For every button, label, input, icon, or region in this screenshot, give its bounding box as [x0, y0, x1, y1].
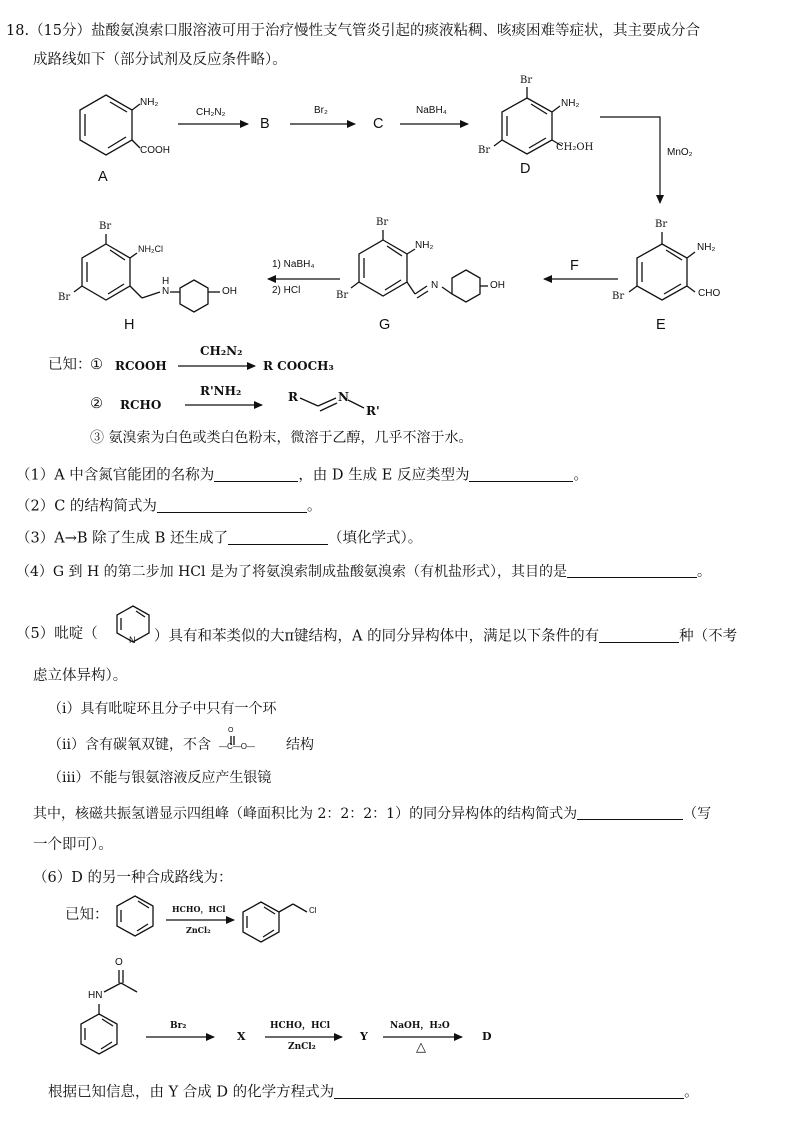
q5-ester-fragment: —C—O—	[219, 742, 255, 751]
compound-a-structure	[80, 95, 140, 155]
q4-answer-blank[interactable]	[567, 563, 697, 578]
compound-a-nh2: NH₂	[140, 97, 159, 108]
reagent-a-to-b: CH₂N₂	[196, 107, 226, 118]
known-1-right: R COOCH₃	[263, 359, 334, 373]
known-2-n: N	[338, 390, 349, 404]
label-e: E	[656, 317, 666, 333]
compound-h-oh: OH	[222, 286, 237, 297]
reagent-c-to-d: NaBH₄	[416, 105, 447, 116]
compound-d-structure	[494, 87, 562, 154]
compound-h-br-top: Br	[99, 221, 112, 232]
compound-d-ch2oh: CH₂OH	[556, 142, 594, 153]
q1-answer-blank-2[interactable]	[469, 466, 573, 482]
reagent-g-to-h-step1: 1) NaBH₄	[272, 259, 315, 270]
q6-x: X	[237, 1030, 246, 1043]
q1-text-a: （1）A 中含氮官能团的名称为	[16, 467, 215, 484]
q6-step2-reagent-top: HCHO，HCl	[270, 1021, 331, 1031]
compound-h-nh2cl: NH₂Cl	[138, 244, 163, 254]
q5-text-a: （5）吡啶（	[16, 626, 98, 642]
q5-condition-i: （i）具有吡啶环且分子中只有一个环	[48, 701, 277, 717]
compound-g-oh: OH	[490, 280, 505, 291]
q6-final-text: 根据已知信息，由 Y 合成 D 的化学方程式为	[48, 1084, 335, 1101]
label-a: A	[98, 169, 108, 185]
question-intro-line2: 成路线如下（部分试剂及反应条件略）。	[33, 52, 287, 68]
compound-d-br-left: Br	[478, 145, 491, 156]
q6-known-reagent-top: HCHO，HCl	[172, 904, 226, 914]
label-g: G	[379, 317, 391, 333]
label-h: H	[124, 317, 135, 333]
q6-y: Y	[360, 1030, 368, 1043]
q6-known-prefix: 已知：	[65, 907, 109, 923]
q2-text-a: （2）C 的结构简式为	[16, 498, 157, 515]
q5-nmr-line2: 一个即可）。	[33, 837, 113, 853]
compound-d-br-top: Br	[520, 75, 533, 86]
known-2-num: ②	[90, 396, 103, 412]
q2-answer-blank[interactable]	[157, 497, 307, 513]
known-prefix: 已知：	[48, 357, 92, 373]
q2-text-b: 。	[306, 498, 322, 515]
compound-e-structure	[629, 232, 695, 300]
compound-e-nh2: NH₂	[697, 242, 716, 253]
compound-h-n: N	[162, 286, 170, 297]
compound-g-br-top: Br	[376, 217, 389, 228]
q6-final-end: 。	[684, 1084, 699, 1101]
known-3: ③ 氨溴索为白色或类白色粉末，微溶于乙醇，几乎不溶于水。	[90, 430, 473, 446]
q6-d: D	[482, 1030, 492, 1043]
q6-step1-reagent: Br₂	[170, 1021, 187, 1031]
compound-a-cooh: COOH	[140, 145, 170, 156]
q5-line2: 虑立体异构）。	[33, 668, 128, 684]
q5-condition-iii: （iii）不能与银氨溶液反应产生银镜	[48, 770, 272, 786]
q5-answer-blank-structure[interactable]	[577, 805, 683, 820]
acetanilide-hn: HN	[88, 990, 103, 1001]
compound-g-n: N	[431, 280, 439, 291]
q1-text-b: ，由 D 生成 E 反应类型为	[298, 467, 470, 484]
q5-pyridine-n: N	[129, 635, 136, 645]
compound-g-nh2: NH₂	[415, 240, 434, 251]
q5-text-c: 种（不考	[679, 628, 738, 645]
q5-nmr-text-b: （写	[683, 806, 712, 822]
benzene-structure	[117, 896, 153, 936]
q6-step3-reagent-top: NaOH，H₂O	[390, 1021, 450, 1031]
q4-text-a: （4）G 到 H 的第二步加 HCl 是为了将氨溴索制成盐酸氨溴索（有机盐形式），其目的是	[16, 564, 567, 580]
q6-answer-blank-equation[interactable]	[334, 1083, 684, 1099]
q5-text-b: ）具有和苯类似的大π键结构，A 的同分异构体中，满足以下条件的有	[154, 628, 600, 645]
reagent-b-to-c: Br₂	[314, 105, 328, 116]
known-1-num: ①	[90, 357, 103, 373]
compound-h-h: H	[162, 276, 170, 287]
question-intro-line1: （15分）盐酸氨溴索口服溶液可用于治疗慢性支气管炎引起的痰液粘稠、咳痰困难等症状，其主要成分合	[29, 23, 701, 39]
known-1-reagent: CH₂N₂	[200, 344, 243, 358]
compound-e-br-top: Br	[655, 219, 668, 230]
benzyl-chloride-structure	[243, 902, 307, 942]
compound-e-cho: CHO	[698, 288, 721, 299]
known-2-left: RCHO	[120, 398, 162, 412]
compound-e-br-left: Br	[612, 291, 625, 302]
compound-h-br-left: Br	[58, 292, 71, 303]
q6-step2-reagent-bottom: ZnCl₂	[288, 1042, 316, 1052]
q1-answer-blank-1[interactable]	[214, 466, 298, 482]
compound-d-nh2: NH₂	[561, 98, 580, 109]
acetanilide-o: O	[115, 957, 123, 968]
q3-text-a: （3）A→B 除了生成 B 还生成了	[16, 530, 228, 547]
label-b: B	[260, 116, 270, 132]
known-2-rprime: R'	[366, 404, 380, 418]
acetanilide-structure	[81, 970, 137, 1054]
q6-title: （6）D 的另一种合成路线为：	[33, 870, 233, 886]
q3-text-b: （填化学式）。	[327, 530, 423, 547]
compound-g-br-left: Br	[336, 290, 349, 301]
q5-ester-o: O	[228, 727, 234, 734]
question-number: 18.	[6, 23, 30, 39]
imine-structure	[300, 398, 364, 411]
known-1-left: RCOOH	[115, 359, 167, 373]
q1-text-c: 。	[573, 467, 588, 484]
reagent-d-to-e: MnO₂	[667, 147, 693, 158]
label-d: D	[520, 161, 531, 177]
benzyl-chloride-cl: Cl	[309, 906, 317, 915]
label-f: F	[570, 258, 579, 274]
q5-condition-ii: （ii）含有碳氧双键，不含	[48, 737, 211, 753]
label-c: C	[373, 116, 384, 132]
reagent-g-to-h-step2: 2) HCl	[272, 285, 301, 296]
known-2-reagent: R'NH₂	[200, 384, 242, 398]
q6-step3-reagent-bottom: △	[416, 1040, 426, 1055]
q6-known-reagent-bottom: ZnCl₂	[186, 925, 211, 935]
known-2-r: R	[288, 390, 298, 404]
q5-nmr-text-a: 其中，核磁共振氢谱显示四组峰（峰面积比为 2：2：2：1）的同分异构体的结构简式为	[33, 806, 578, 822]
arrow-d-to-e	[600, 117, 660, 203]
q4-text-b: 。	[696, 564, 711, 580]
q3-answer-blank[interactable]	[228, 529, 328, 545]
q5-condition-ii-tail: 结构	[286, 737, 314, 753]
q5-answer-blank-count[interactable]	[599, 627, 679, 643]
